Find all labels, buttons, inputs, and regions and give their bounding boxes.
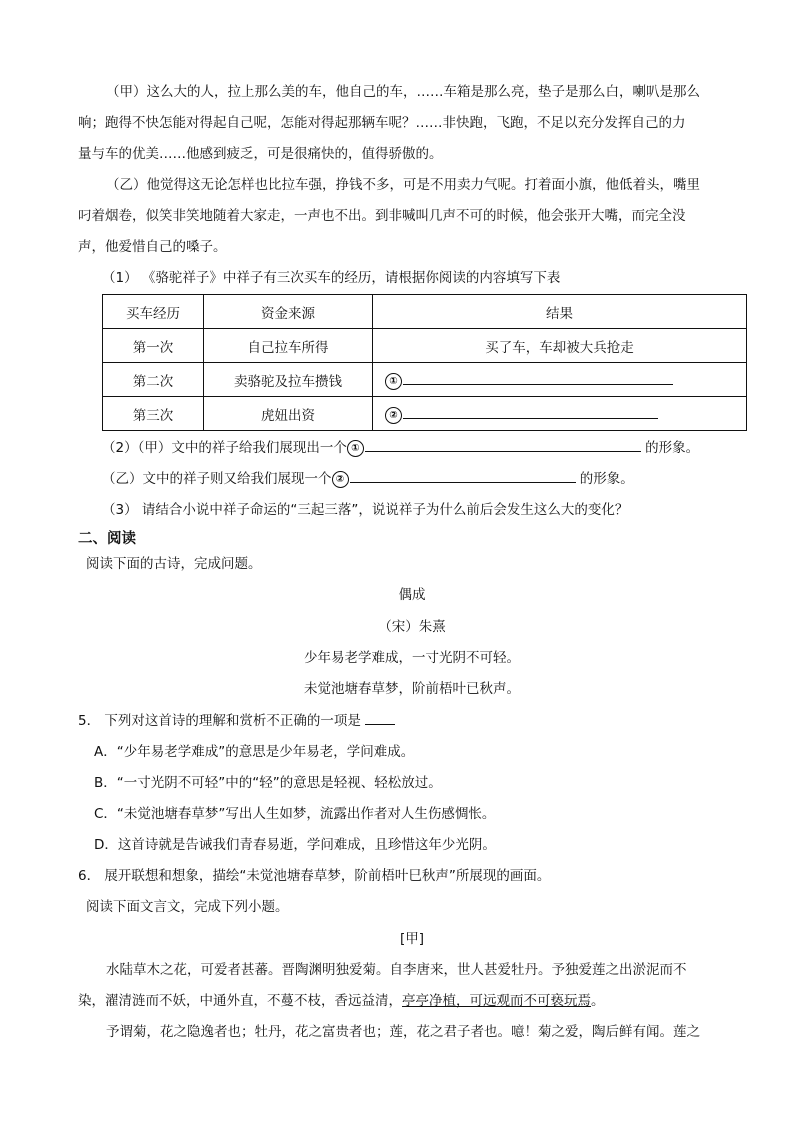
classical-line-1: 水陆草木之花，可爱者甚蕃。晋陶渊明独爱菊。自李唐来，世人甚爱牡丹。予独爱莲之出淤泥而不 (106, 962, 687, 978)
classical-line-2-end: 。 (591, 993, 605, 1009)
table-cell-exp: 第三次 (103, 397, 204, 431)
table-cell-answer[interactable] (373, 363, 747, 397)
question-3: （3） 请结合小说中祥子命运的“三起三落”，说说祥子为什么前后会发生这么大的变化？ (102, 502, 629, 518)
circled-number-2: ② (332, 471, 349, 488)
classical-line-2-text: 染，濯清涟而不妖，中通外直，不蔓不枝，香远益清， (78, 993, 402, 1009)
poem-author: （宋）朱熹 (378, 619, 446, 635)
passage-jia-line-1: （甲）这么大的人，拉上那么美的车，他自己的车，……车箱是那么亮，垫子是那么白，喇叭是那么 (106, 84, 700, 100)
circled-number-2: ② (385, 407, 402, 424)
passage-yi-line-1: （乙）他觉得这无论怎样也比拉车强，挣钱不多，可是不用卖力气呢。打着面小旗，他低着头，嘴里 (106, 177, 700, 193)
classical-line-2 (78, 986, 746, 1017)
table-cell-source: 卖骆驼及拉车攒钱 (204, 363, 373, 397)
poem-line-2: 未觉池塘春草梦，阶前梧叶已秋声。 (304, 681, 520, 697)
option-d[interactable]: D．这首诗就是告诫我们青春易逝，学问难成，且珍惜这年少光阴。 (94, 837, 496, 853)
table-header-cell: 买车经历 (103, 295, 204, 329)
table-row (103, 363, 747, 397)
table-cell-result: 买了车，车却被大兵抢走 (373, 329, 747, 363)
option-b[interactable]: B．“一寸光阴不可轻”中的“轻”的意思是轻视、轻松放过。 (94, 775, 442, 791)
classical-intro: 阅读下面文言文，完成下列小题。 (86, 899, 289, 915)
passage-yi-line-2: 叼着烟卷，似笑非笑地随着大家走，一声也不出。到非喊叫几声不可的时候，他会张开大嘴，而完全没 (78, 208, 686, 224)
table-row (103, 329, 747, 363)
answer-blank-1[interactable] (403, 369, 673, 385)
option-c[interactable]: C．“未觉池塘春草梦”写出人生如梦，流露出作者对人生伤感惆怅。 (94, 806, 496, 822)
passage-jia-line-3: 量与车的优美……他感到疲乏，可是很痛快的，值得骄傲的。 (78, 146, 443, 162)
circled-number-1: ① (347, 440, 364, 457)
classical-label: [甲] (399, 931, 425, 947)
passage-jia-line-2: 响；跑得不快怎能对得起自己呢，怎能对得起那辆车呢？……非快跑，飞跑，不足以充分发挥自己的力 (78, 115, 686, 131)
table-cell-source: 虎妞出资 (204, 397, 373, 431)
poem-title: 偶成 (398, 587, 426, 603)
classical-line-3: 予谓菊，花之隐逸者也；牡丹，花之富贵者也；莲，花之君子者也。噫！菊之爱，陶后鲜有闻。莲之 (106, 1024, 700, 1040)
question-2a-suffix: 的形象。 (645, 440, 700, 456)
question-2b-suffix: 的形象。 (579, 471, 634, 487)
table-cell-exp: 第二次 (103, 363, 204, 397)
question-2a (102, 433, 770, 464)
question-5 (78, 706, 746, 737)
poem-intro: 阅读下面的古诗，完成问题。 (86, 556, 262, 572)
option-a[interactable]: A．“少年易老学难成”的意思是少年易老，学问难成。 (94, 744, 415, 760)
answer-blank-q2b[interactable] (350, 467, 576, 483)
section-title: 二、阅读 (78, 531, 136, 547)
question-1: （1） 《骆驼祥子》中祥子有三次买车的经历，请根据你阅读的内容填写下表 (102, 270, 561, 286)
answer-blank-q5[interactable] (365, 709, 395, 725)
passage-yi-line-3: 声，他爱惜自己的嗓子。 (78, 239, 227, 255)
answer-blank-q2a[interactable] (365, 436, 641, 452)
underlined-sentence: 亭亭净植，可远观而不可亵玩焉 (402, 993, 591, 1009)
table-header-cell: 结果 (373, 295, 747, 329)
table-cell-source: 自己拉车所得 (204, 329, 373, 363)
question-6: 6． 展开联想和想象，描绘“未觉池塘春草梦，阶前梧叶巳秋声”所展现的画面。 (78, 868, 551, 884)
question-2a-text: （2）（甲）文中的祥子给我们展现出一个 (102, 440, 347, 456)
question-2b-text: （乙）文中的祥子则又给我们展现一个 (102, 471, 332, 487)
answer-blank-2[interactable] (403, 403, 658, 419)
table-header-cell: 资金来源 (204, 295, 373, 329)
question-2b (102, 464, 770, 495)
circled-number-1: ① (385, 373, 402, 390)
table-row (103, 397, 747, 431)
purchase-table (102, 294, 747, 431)
table-cell-exp: 第一次 (103, 329, 204, 363)
table-header-row (103, 295, 747, 329)
table-cell-answer[interactable] (373, 397, 747, 431)
question-5-stem: 5． 下列对这首诗的理解和赏析不正确的一项是 (78, 713, 361, 729)
poem-line-1: 少年易老学难成，一寸光阴不可轻。 (304, 650, 520, 666)
